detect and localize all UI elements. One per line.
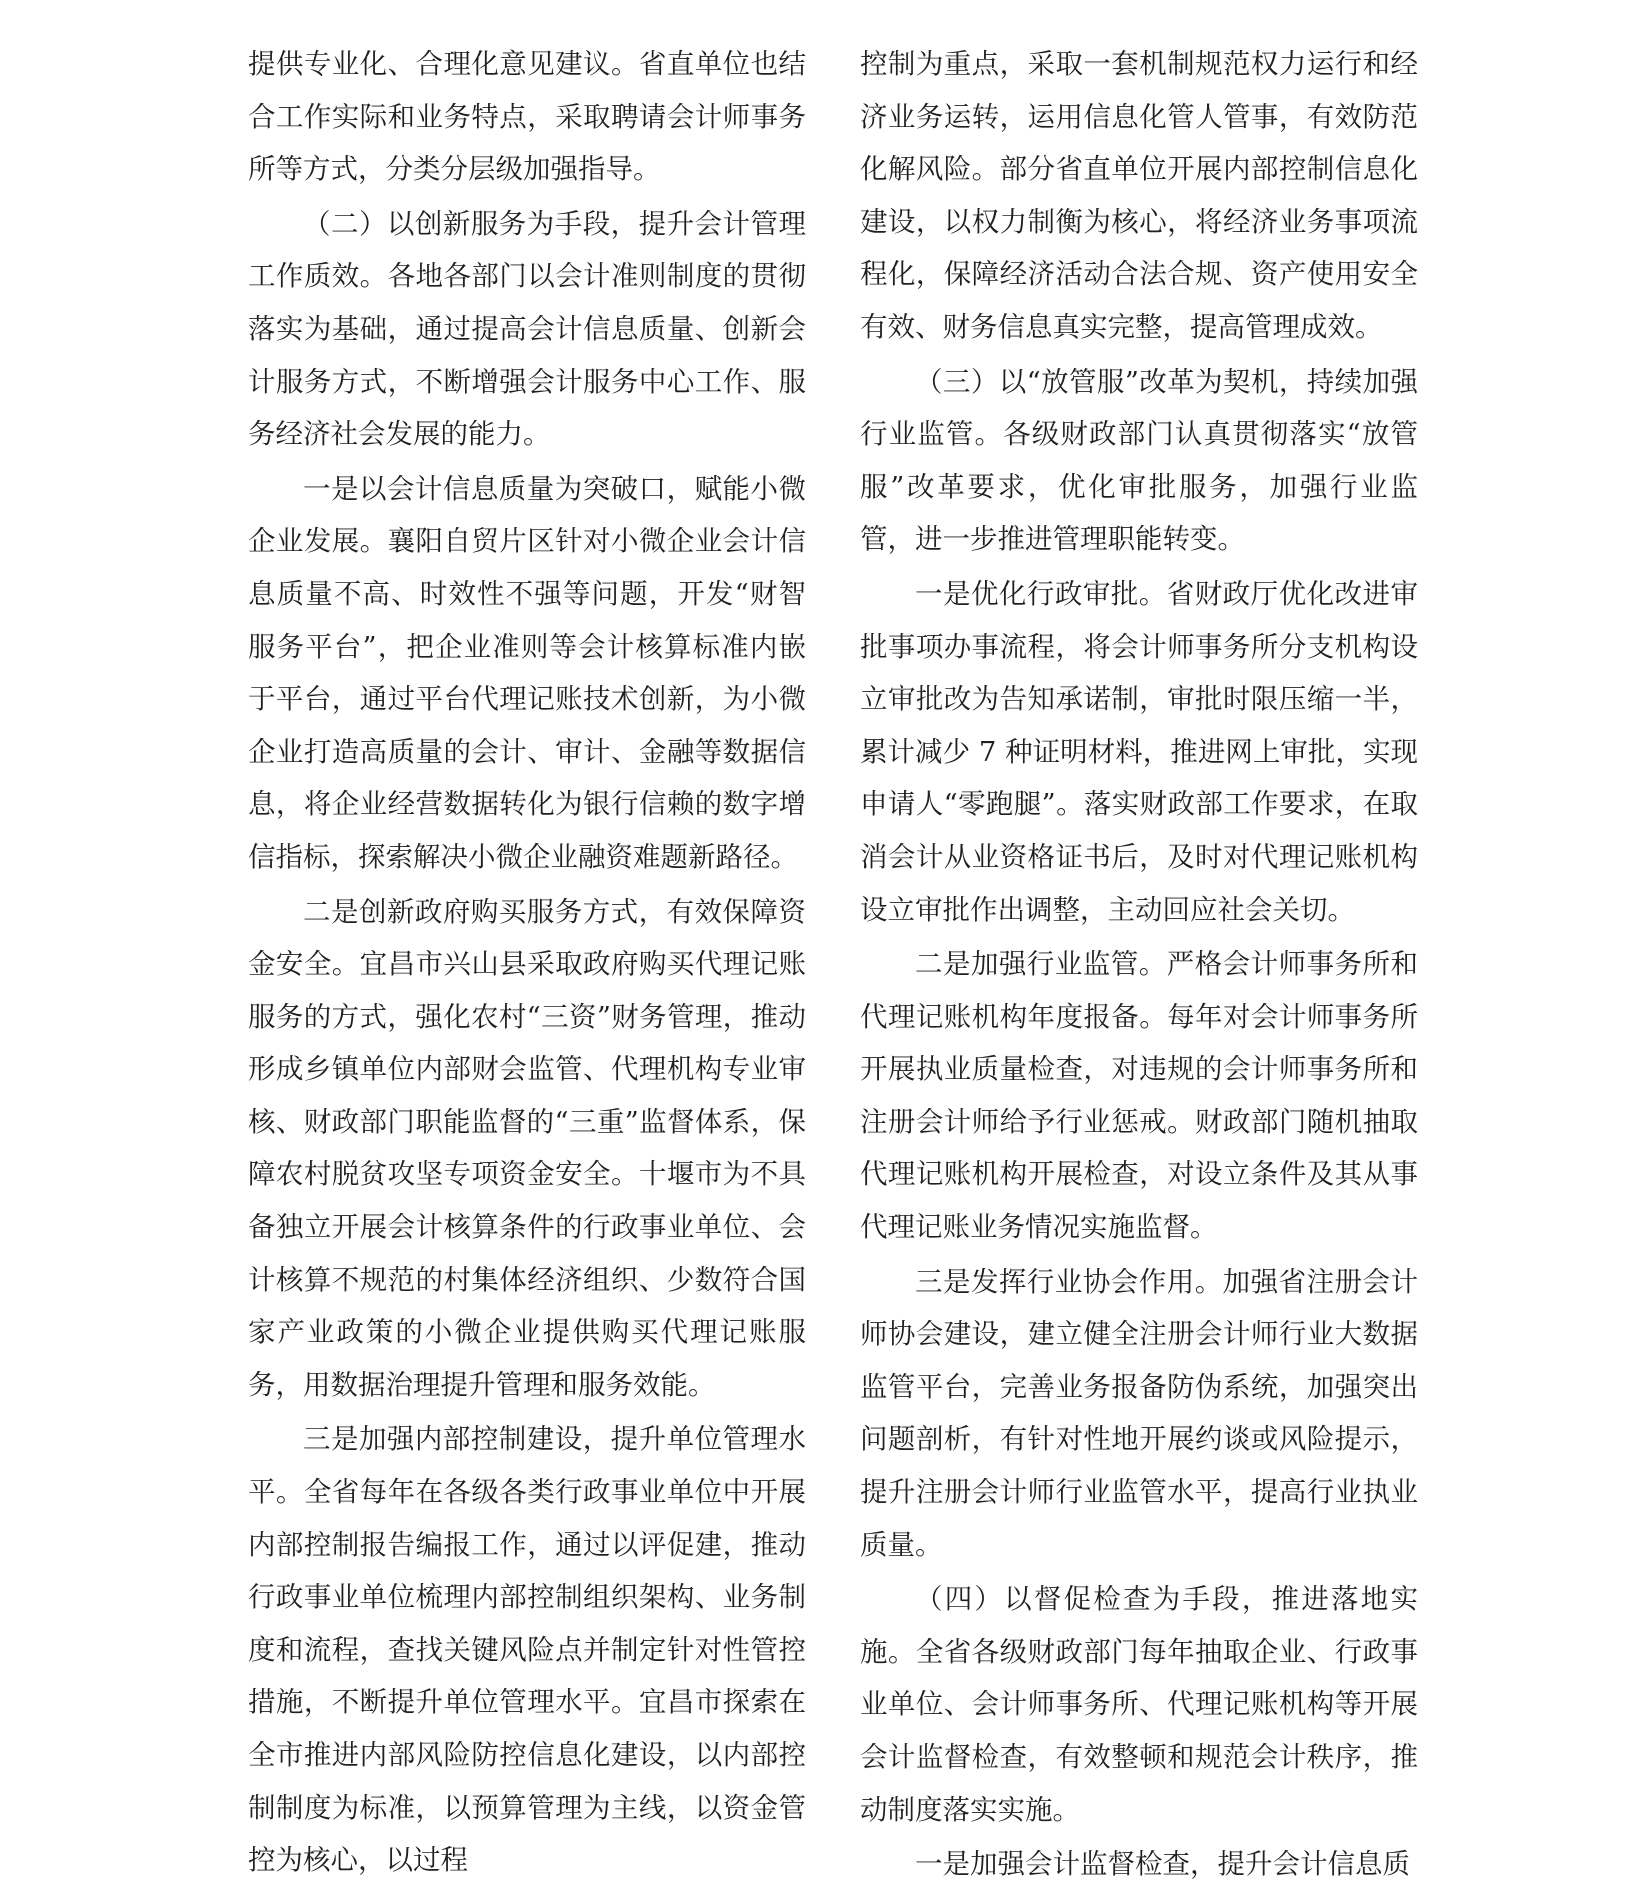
paragraph: 一是以会计信息质量为突破口，赋能小微企业发展。襄阳自贸片区针对小微企业会计信息质量不高、时效性不强等问题，开发“财智服务平台”，把企业准则等会计核算标准内嵌于平台，通过平台代理记账技术创新，为小微企业打造高质量的会计、审计、金融等数据信息，将企业经营数据转化为银行信赖的数字增信指标，探索解决小微企业融资难题新路径。 (248, 472, 806, 873)
paragraph: 二是加强行业监管。严格会计师事务所和代理记账机构年度报备。每年对会计师事务所开展执业质量检查，对违规的会计师事务所和注册会计师给予行业惩戒。财政部门随机抽取代理记账机构开展检查，对设立条件及其从事代理记账业务情况实施监督。 (860, 948, 1418, 1244)
section-heading-paragraph: （三）以“放管服”改革为契机，持续加强行业监管。各级财政部门认真贯彻落实“放管服”改革要求，优化审批服务，加强行业监管，进一步推进管理职能转变。 (860, 365, 1418, 556)
paragraph: 一是优化行政审批。省财政厅优化改进审批事项办事流程，将会计师事务所分支机构设立审批改为告知承诺制，审批时限压缩一半，累计减少 7 种证明材料，推进网上审批，实现申请人“零跑腿”。落实财政部工作要求，在取消会计从业资格证书后，及时对代理记账机构设立审批作出调整，主动回应社会关切。 (860, 577, 1418, 926)
paragraph: 控制为重点，采取一套机制规范权力运行和经济业务运转，运用信息化管人管事，有效防范化解风险。部分省直单位开展内部控制信息化建设，以权力制衡为核心，将经济业务事项流程化，保障经济活动合法合规、资产使用安全有效、财务信息真实完整，提高管理成效。 (860, 48, 1418, 343)
section-heading-paragraph: （四）以督促检查为手段，推进落地实施。全省各级财政部门每年抽取企业、行政事业单位、会计师事务所、代理记账机构等开展会计监督检查，有效整顿和规范会计秩序，推动制度落实实施。 (860, 1583, 1418, 1826)
paragraph: 提供专业化、合理化意见建议。省直单位也结合工作实际和业务特点，采取聘请会计师事务所等方式，分类分层级加强指导。 (248, 48, 806, 186)
section-heading-paragraph: （二）以创新服务为手段，提升会计管理工作质效。各地各部门以会计准则制度的贯彻落实为基础，通过提高会计信息质量、创新会计服务方式，不断增强会计服务中心工作、服务经济社会发展的能力。 (248, 207, 806, 451)
paragraph: 二是创新政府购买服务方式，有效保障资金安全。宜昌市兴山县采取政府购买代理记账服务的方式，强化农村“三资”财务管理，推动形成乡镇单位内部财会监管、代理机构专业审核、财政部门职能监督的“三重”监督体系，保障农村脱贫攻坚专项资金安全。十堰市为不具备独立开展会计核算条件的行政事业单位、会计核算不规范的村集体经济组织、少数符合国家产业政策的小微企业提供购买代理记账服务，用数据治理提升管理和服务效能。 (248, 895, 806, 1401)
paragraph: 三是加强内部控制建设，提升单位管理水平。全省每年在各级各类行政事业单位中开展内部控制报告编报工作，通过以评促建，推动行政事业单位梳理内部控制组织架构、业务制度和流程，查找关键风险点并制定针对性管控措施，不断提升单位管理水平。宜昌市探索在全市推进内部风险防控信息化建设，以内部控制制度为标准，以预算管理为主线，以资金管控为核心，以过程 (248, 1423, 806, 1877)
paragraph: 三是发挥行业协会作用。加强省注册会计师协会建设，建立健全注册会计师行业大数据监管平台，完善业务报备防伪系统，加强突出问题剖析，有针对性地开展约谈或风险提示，提升注册会计师行业监管水平，提高行业执业质量。 (860, 1265, 1418, 1561)
paragraph: 一是加强会计监督检查，提升会计信息质 (915, 1848, 1410, 1881)
right-text-column (860, 38, 1418, 1893)
left-text-column (248, 38, 806, 1889)
